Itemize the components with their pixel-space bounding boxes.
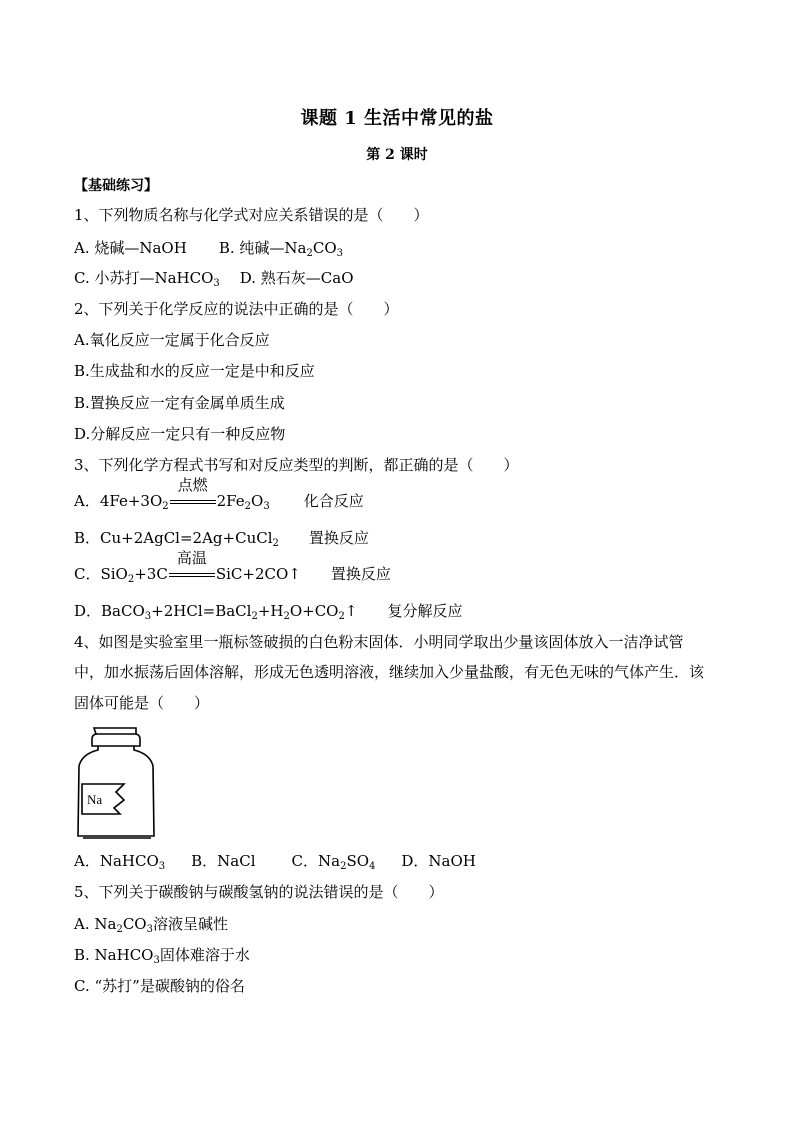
q2-option-b: B.生成盐和水的反应一定是中和反应 — [74, 362, 315, 380]
q4-stem-line3: 固体可能是（ ） — [74, 694, 210, 712]
q3-option-a: A．$4Fe+3O_2$ 点燃 $2Fe_2O_3$ 化合反应 — [74, 476, 364, 512]
q3-c-type: 置换反应 — [330, 565, 391, 583]
condition-high-temp: 高温 — [169, 564, 215, 584]
q2-option-d: D.分解反应一定只有一种反应物 — [74, 425, 286, 443]
q3-b-type: 置换反应 — [308, 529, 369, 547]
q1-options-row1 — [74, 238, 343, 258]
reagent-bottle-figure — [74, 726, 158, 840]
q4-option-d: D．NaOH — [401, 852, 476, 870]
q4-stem-line1: 4、如图是实验室里一瓶标签破损的白色粉末固体．小明同学取出少量该固体放入一洁净试管 — [74, 633, 684, 651]
q3-option-c: C．SiO$_2$+3C 高温 SiC+2CO↑ 置换反应 — [74, 549, 391, 585]
lesson-title: 课题 1 生活中常见的盐 — [300, 108, 494, 129]
q4-option-c: C．$Na_2SO_4$ — [291, 852, 376, 872]
q3-option-d: D．$BaCO_3+2HCl=BaCl_2+H_2O+CO_2↑$ 复分解反应 — [74, 602, 463, 622]
q4-stem-line2: 中，加水振荡后固体溶解，形成无色透明溶液，继续加入少量盐酸，有无色无味的气体产生．该 — [74, 663, 705, 681]
section-heading: 【基础练习】 — [74, 178, 158, 194]
q2-option-c: B.置换反应一定有金属单质生成 — [74, 394, 285, 412]
q1-option-a: A. 烧碱—NaOH — [74, 239, 187, 257]
q2-stem: 2、下列关于化学反应的说法中正确的是（ ） — [74, 300, 399, 318]
q3-d-type: 复分解反应 — [387, 602, 463, 620]
q3-option-b: B．Cu+2AgCl=2Ag+CuCl$_2$ 置换反应 — [74, 529, 369, 549]
q1-option-b: B. 纯碱$—Na_2CO_3$ — [218, 239, 343, 259]
q3-a-type: 化合反应 — [303, 492, 364, 510]
q3-stem: 3、下列化学方程式书写和对反应类型的判断，都正确的是（ ） — [74, 456, 519, 474]
q2-option-a: A.氧化反应一定属于化合反应 — [74, 331, 270, 349]
q5-stem: 5、下列关于碳酸钠与碳酸氢钠的说法错误的是（ ） — [74, 883, 444, 901]
q4-options — [74, 851, 476, 871]
q1-option-c: C. 小苏打—NaHCO$_3$ — [74, 269, 220, 289]
q5-option-a: A. $Na_2CO_3$溶液呈碱性 — [74, 915, 228, 935]
q1-option-d: D. 熟石灰—CaO — [239, 269, 354, 287]
condition-ignite: 点燃 — [170, 491, 216, 511]
lesson-subtitle: 第 2 课时 — [366, 147, 428, 163]
q5-option-c: C. “苏打”是碳酸钠的俗名 — [74, 977, 245, 995]
bottle-label-text: Na — [87, 792, 103, 807]
q4-option-a: A．NaHCO$_3$ — [74, 852, 166, 872]
q4-option-b: B．NaCl — [191, 852, 256, 870]
q1-stem: 1、下列物质名称与化学式对应关系错误的是（ ） — [74, 206, 429, 224]
q5-option-b: B. NaHCO$_3$固体难溶于水 — [74, 946, 250, 966]
q1-options-row2 — [74, 268, 354, 288]
